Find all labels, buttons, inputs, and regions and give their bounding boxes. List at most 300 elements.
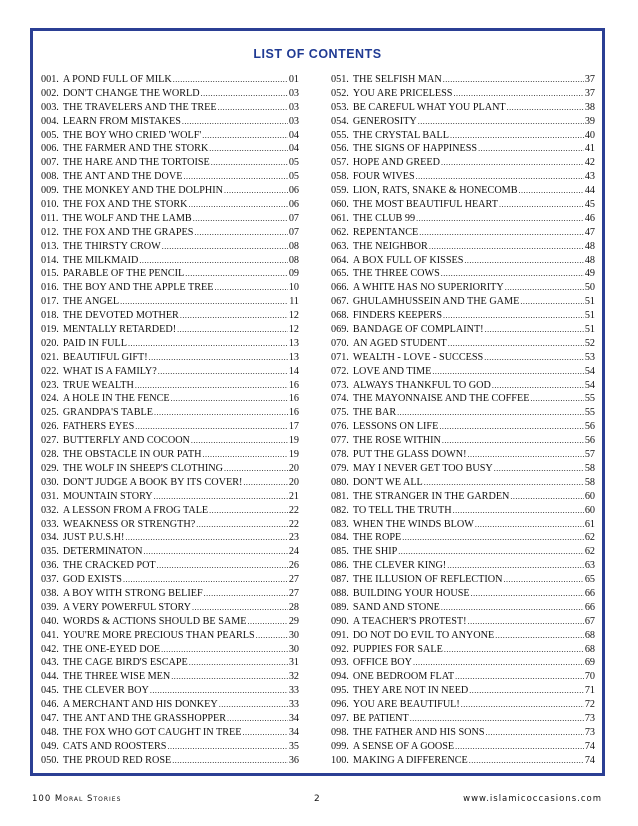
toc-leader-dots xyxy=(182,115,288,129)
toc-entry-page: 06 xyxy=(288,199,299,211)
toc-entry-number: 079. xyxy=(331,462,349,474)
toc-entry-title: THE PROUD RED ROSE xyxy=(62,754,172,766)
toc-entry-title: A LESSON FROM A FROG TALE xyxy=(62,504,209,516)
toc-entry-number: 066. xyxy=(331,282,349,294)
toc-entry-number: 011. xyxy=(41,212,59,224)
toc-leader-dots xyxy=(416,212,584,226)
toc-entry-number: 068. xyxy=(331,310,349,322)
toc-entry-title: AN AGED STUDENT xyxy=(352,337,447,349)
toc-entry-number: 081. xyxy=(331,490,349,502)
toc-entry[interactable] xyxy=(331,740,595,754)
toc-leader-dots xyxy=(398,545,584,559)
toc-entry-page: 63 xyxy=(584,560,595,572)
toc-entry[interactable] xyxy=(41,365,299,379)
toc-entry[interactable] xyxy=(331,323,595,337)
toc-entry[interactable] xyxy=(41,87,299,101)
toc-entry[interactable] xyxy=(41,323,299,337)
toc-entry-number: 080. xyxy=(331,476,349,488)
toc-entry[interactable] xyxy=(331,142,595,156)
toc-entry-title: THE WOLF IN SHEEP'S CLOTHING xyxy=(62,462,223,474)
toc-leader-dots xyxy=(128,337,288,351)
toc-entry-page: 24 xyxy=(288,546,299,558)
toc-entry[interactable] xyxy=(41,101,299,115)
toc-entry[interactable] xyxy=(331,351,595,365)
toc-entry-number: 052. xyxy=(331,87,349,99)
toc-entry-number: 082. xyxy=(331,504,349,516)
toc-entry[interactable] xyxy=(41,462,299,476)
toc-entry[interactable] xyxy=(331,156,595,170)
toc-entry-title: YOU ARE PRICELESS xyxy=(352,87,453,99)
toc-entry-page: 13 xyxy=(288,337,299,349)
toc-entry-title: BUTTERFLY AND COCOON xyxy=(62,435,190,447)
toc-entry[interactable] xyxy=(41,240,299,254)
toc-entry[interactable] xyxy=(331,379,595,393)
toc-entry-page: 70 xyxy=(584,671,595,683)
toc-entry-page: 30 xyxy=(288,643,299,655)
toc-entry-number: 018. xyxy=(41,310,59,322)
toc-entry-page: 03 xyxy=(288,115,299,127)
toc-entry-title: WHAT IS A FAMILY? xyxy=(62,365,157,377)
toc-entry-number: 089. xyxy=(331,601,349,613)
toc-entry-title: THE FARMER AND THE STORK xyxy=(62,143,209,155)
toc-entry[interactable] xyxy=(331,170,595,184)
toc-entry[interactable] xyxy=(41,142,299,156)
toc-entry-title: ALWAYS THANKFUL TO GOD xyxy=(352,379,491,391)
toc-entry[interactable] xyxy=(41,392,299,406)
toc-entry[interactable] xyxy=(41,573,299,587)
toc-entry-title: THE WOLF AND THE LAMB xyxy=(62,212,192,224)
toc-entry-page: 29 xyxy=(288,615,299,627)
toc-entry-page: 51 xyxy=(584,296,595,308)
toc-entry-page: 52 xyxy=(584,337,595,349)
toc-entry-title: THE OBSTACLE IN OUR PATH xyxy=(62,449,202,461)
toc-entry-page: 19 xyxy=(288,449,299,461)
toc-entry-title: FOUR WIVES xyxy=(352,171,415,183)
toc-entry[interactable] xyxy=(41,170,299,184)
toc-leader-dots xyxy=(510,490,583,504)
toc-entry-number: 061. xyxy=(331,212,349,224)
toc-entry-title: LEARN FROM MISTAKES xyxy=(62,115,181,127)
toc-entry-title: THE FOX AND THE GRAPES xyxy=(62,226,194,238)
toc-entry-number: 098. xyxy=(331,726,349,738)
toc-leader-dots xyxy=(519,184,584,198)
toc-entry[interactable] xyxy=(331,240,595,254)
toc-entry-page: 40 xyxy=(584,129,595,141)
toc-entry-page: 56 xyxy=(584,421,595,433)
toc-leader-dots xyxy=(418,115,584,129)
toc-leader-dots xyxy=(162,240,288,254)
toc-entry-title: BE PATIENT xyxy=(352,712,409,724)
toc-entry-number: 078. xyxy=(331,449,349,461)
toc-entry-title: WHEN THE WINDS BLOW xyxy=(352,518,474,530)
toc-entry[interactable] xyxy=(41,212,299,226)
toc-entry-number: 021. xyxy=(41,351,59,363)
toc-entry-title: A WHITE HAS NO SUPERIORITY xyxy=(352,282,504,294)
toc-entry-title: DON'T WE ALL xyxy=(352,476,423,488)
toc-entry-page: 06 xyxy=(288,185,299,197)
toc-entry[interactable] xyxy=(331,212,595,226)
toc-entry[interactable] xyxy=(41,267,299,281)
toc-leader-dots xyxy=(397,406,584,420)
toc-entry[interactable] xyxy=(41,754,299,768)
toc-entry-page: 51 xyxy=(584,324,595,336)
toc-entry[interactable] xyxy=(331,226,595,240)
toc-entry[interactable] xyxy=(41,406,299,420)
toc-entry[interactable] xyxy=(41,643,299,657)
toc-leader-dots xyxy=(242,726,287,740)
toc-entry-title: PUT THE GLASS DOWN! xyxy=(352,449,467,461)
toc-entry[interactable] xyxy=(331,684,595,698)
toc-entry[interactable] xyxy=(331,545,595,559)
toc-entry[interactable] xyxy=(331,73,595,87)
toc-entry[interactable] xyxy=(41,615,299,629)
toc-entry-title: BUILDING YOUR HOUSE xyxy=(352,587,470,599)
toc-leader-dots xyxy=(248,615,288,629)
toc-entry-number: 002. xyxy=(41,87,59,99)
toc-entry-page: 56 xyxy=(584,435,595,447)
toc-entry[interactable] xyxy=(331,87,595,101)
toc-entry-number: 091. xyxy=(331,629,349,641)
toc-entry[interactable] xyxy=(331,490,595,504)
toc-entry-title: A BOX FULL OF KISSES xyxy=(352,254,464,266)
toc-entry[interactable] xyxy=(41,351,299,365)
toc-entry-page: 45 xyxy=(584,199,595,211)
toc-entry-title: THE MILKMAID xyxy=(62,254,139,266)
toc-entry-page: 66 xyxy=(584,601,595,613)
toc-entry-page: 36 xyxy=(288,754,299,766)
toc-entry-page: 22 xyxy=(288,504,299,516)
toc-entry-title: GRANDPA'S TABLE xyxy=(62,407,154,419)
toc-entry-title: THEY ARE NOT IN NEED xyxy=(352,685,469,697)
toc-entry-page: 35 xyxy=(288,740,299,752)
toc-entry-number: 092. xyxy=(331,643,349,655)
toc-entry-page: 22 xyxy=(288,518,299,530)
toc-entry-number: 088. xyxy=(331,587,349,599)
toc-entry[interactable] xyxy=(331,476,595,490)
toc-entry-title: THE HARE AND THE TORTOISE xyxy=(62,157,210,169)
toc-leader-dots xyxy=(461,698,584,712)
toc-entry-number: 055. xyxy=(331,129,349,141)
toc-entry[interactable] xyxy=(41,490,299,504)
toc-entry[interactable] xyxy=(331,101,595,115)
toc-leader-dots xyxy=(494,462,584,476)
toc-entry[interactable] xyxy=(41,740,299,754)
toc-entry[interactable] xyxy=(331,198,595,212)
toc-entry-title: A TEACHER'S PROTEST! xyxy=(352,615,467,627)
toc-entry[interactable] xyxy=(41,698,299,712)
toc-entry-page: 58 xyxy=(584,476,595,488)
toc-entry-title: MAY I NEVER GET TOO BUSY xyxy=(352,462,493,474)
toc-leader-dots xyxy=(123,573,288,587)
toc-entry-page: 11 xyxy=(289,296,299,308)
toc-entry[interactable] xyxy=(331,573,595,587)
toc-entry-number: 065. xyxy=(331,268,349,280)
toc-entry[interactable] xyxy=(41,476,299,490)
toc-entry-title: DETERMINATON xyxy=(62,546,143,558)
toc-leader-dots xyxy=(478,142,584,156)
toc-leader-dots xyxy=(193,212,288,226)
toc-entry-title: TO TELL THE TRUTH xyxy=(352,504,452,516)
toc-entry-title: THE SIGNS OF HAPPINESS xyxy=(352,143,478,155)
toc-entry-number: 044. xyxy=(41,671,59,683)
toc-entry-page: 65 xyxy=(584,574,595,586)
toc-entry[interactable] xyxy=(41,337,299,351)
toc-entry-page: 19 xyxy=(288,435,299,447)
toc-entry[interactable] xyxy=(331,726,595,740)
toc-entry[interactable] xyxy=(41,73,299,87)
toc-entry[interactable] xyxy=(331,420,595,434)
toc-entry-page: 16 xyxy=(288,379,299,391)
toc-entry[interactable] xyxy=(41,656,299,670)
toc-leader-dots xyxy=(135,379,288,393)
toc-entry-page: 21 xyxy=(288,490,299,502)
toc-entry[interactable] xyxy=(331,392,595,406)
toc-entry[interactable] xyxy=(41,545,299,559)
toc-leader-dots xyxy=(214,281,287,295)
toc-entry[interactable] xyxy=(41,726,299,740)
toc-entry-page: 38 xyxy=(584,101,595,113)
toc-entry[interactable] xyxy=(41,712,299,726)
toc-entry[interactable] xyxy=(331,295,595,309)
toc-entry-page: 09 xyxy=(288,268,299,280)
toc-entry-title: THE BOY AND THE APPLE TREE xyxy=(62,282,214,294)
toc-entry-title: CATS AND ROOSTERS xyxy=(62,740,167,752)
toc-entry-number: 010. xyxy=(41,199,59,211)
toc-leader-dots xyxy=(256,629,288,643)
toc-leader-dots xyxy=(224,462,288,476)
toc-entry[interactable] xyxy=(41,156,299,170)
toc-entry-page: 07 xyxy=(288,212,299,224)
toc-entry-page: 27 xyxy=(288,587,299,599)
toc-entry-page: 62 xyxy=(584,546,595,558)
toc-entry-number: 001. xyxy=(41,74,59,85)
toc-entry-number: 038. xyxy=(41,587,59,599)
toc-leader-dots xyxy=(218,101,288,115)
toc-entry[interactable] xyxy=(41,587,299,601)
toc-entry[interactable] xyxy=(41,448,299,462)
toc-leader-dots xyxy=(444,643,584,657)
toc-entry[interactable] xyxy=(41,629,299,643)
toc-entry[interactable] xyxy=(331,406,595,420)
toc-entry-page: 53 xyxy=(584,351,595,363)
toc-entry-number: 100. xyxy=(331,754,349,766)
toc-leader-dots xyxy=(495,629,584,643)
toc-entry-number: 007. xyxy=(41,157,59,169)
toc-entry[interactable] xyxy=(331,656,595,670)
toc-leader-dots xyxy=(486,726,584,740)
toc-leader-dots xyxy=(464,254,583,268)
toc-entry-number: 059. xyxy=(331,185,349,197)
toc-leader-dots xyxy=(492,379,584,393)
toc-entry[interactable] xyxy=(331,629,595,643)
toc-entry[interactable] xyxy=(331,712,595,726)
toc-entry[interactable] xyxy=(41,434,299,448)
toc-entry[interactable] xyxy=(331,518,595,532)
toc-entry-number: 009. xyxy=(41,185,59,197)
toc-leader-dots xyxy=(177,323,288,337)
toc-leader-dots xyxy=(201,87,288,101)
toc-entry-title: THE STRANGER IN THE GARDEN xyxy=(352,490,510,502)
toc-leader-dots xyxy=(443,73,584,87)
toc-entry[interactable] xyxy=(331,504,595,518)
toc-leader-dots xyxy=(211,156,288,170)
toc-entry[interactable] xyxy=(41,379,299,393)
toc-entry[interactable] xyxy=(41,531,299,545)
toc-entry[interactable] xyxy=(331,254,595,268)
toc-entry-title: GHULAMHUSSEIN AND THE GAME xyxy=(352,296,520,308)
toc-entry[interactable] xyxy=(41,601,299,615)
toc-entry-page: 73 xyxy=(584,712,595,724)
toc-entry-title: BANDAGE OF COMPLAINT! xyxy=(352,324,484,336)
toc-entry[interactable] xyxy=(41,295,299,309)
toc-entry-page: 05 xyxy=(288,171,299,183)
toc-entry-title: PAID IN FULL xyxy=(62,337,127,349)
toc-leader-dots xyxy=(471,587,584,601)
toc-entry[interactable] xyxy=(41,281,299,295)
toc-leader-dots xyxy=(455,670,584,684)
toc-entry-title: YOU ARE BEAUTIFUL! xyxy=(352,699,460,711)
toc-entry-number: 036. xyxy=(41,560,59,572)
toc-leader-dots xyxy=(432,365,584,379)
toc-leader-dots xyxy=(530,392,583,406)
contents-column-right xyxy=(331,73,595,768)
toc-leader-dots xyxy=(475,518,584,532)
toc-entry[interactable] xyxy=(331,698,595,712)
toc-entry-number: 093. xyxy=(331,657,349,669)
toc-entry-number: 013. xyxy=(41,240,59,252)
toc-leader-dots xyxy=(180,309,288,323)
toc-entry-page: 08 xyxy=(288,254,299,266)
toc-entry[interactable] xyxy=(41,684,299,698)
toc-entry-title: DO NOT DO EVIL TO ANYONE xyxy=(352,629,495,641)
toc-entry-title: BE CAREFUL WHAT YOU PLANT xyxy=(352,101,506,113)
toc-entry[interactable] xyxy=(41,504,299,518)
toc-entry-title: THE FATHER AND HIS SONS xyxy=(352,726,485,738)
toc-entry[interactable] xyxy=(331,337,595,351)
toc-entry[interactable] xyxy=(331,267,595,281)
toc-leader-dots xyxy=(209,504,288,518)
toc-leader-dots xyxy=(443,309,584,323)
toc-leader-dots xyxy=(448,337,584,351)
toc-leader-dots xyxy=(189,656,288,670)
toc-entry-number: 077. xyxy=(331,435,349,447)
toc-entry-number: 045. xyxy=(41,685,59,697)
toc-entry-page: 33 xyxy=(288,699,299,711)
toc-entry-title: THE CAGE BIRD'S ESCAPE xyxy=(62,657,188,669)
toc-entry-number: 047. xyxy=(41,712,59,724)
toc-entry-title: GOD EXISTS xyxy=(62,574,122,586)
toc-entry-number: 035. xyxy=(41,546,59,558)
toc-entry[interactable] xyxy=(331,434,595,448)
toc-entry-page: 73 xyxy=(584,726,595,738)
toc-entry[interactable] xyxy=(41,420,299,434)
toc-entry-number: 054. xyxy=(331,115,349,127)
toc-entry[interactable] xyxy=(41,226,299,240)
toc-entry-number: 094. xyxy=(331,671,349,683)
toc-leader-dots xyxy=(202,448,287,462)
toc-leader-dots xyxy=(125,531,287,545)
toc-entry[interactable] xyxy=(331,615,595,629)
toc-leader-dots xyxy=(439,420,584,434)
toc-entry-number: 042. xyxy=(41,643,59,655)
toc-entry-number: 003. xyxy=(41,101,59,113)
toc-entry-page: 12 xyxy=(288,324,299,336)
toc-entry-title: MOUNTAIN STORY xyxy=(62,490,153,502)
toc-leader-dots xyxy=(469,684,584,698)
toc-entry-number: 033. xyxy=(41,518,59,530)
toc-entry-number: 099. xyxy=(331,740,349,752)
toc-entry-page: 03 xyxy=(288,101,299,113)
toc-entry-title: MAKING A DIFFERENCE xyxy=(352,754,468,766)
toc-entry[interactable] xyxy=(41,309,299,323)
toc-leader-dots xyxy=(171,392,288,406)
toc-entry[interactable] xyxy=(41,518,299,532)
toc-entry[interactable] xyxy=(331,309,595,323)
toc-entry[interactable] xyxy=(41,184,299,198)
toc-entry-title: THE ANT AND THE GRASSHOPPER xyxy=(62,712,227,724)
toc-entry-title: A BOY WITH STRONG BELIEF xyxy=(62,587,203,599)
toc-entry[interactable] xyxy=(41,115,299,129)
toc-entry[interactable] xyxy=(331,670,595,684)
toc-entry[interactable] xyxy=(331,531,595,545)
toc-entry-title: THE MONKEY AND THE DOLPHIN xyxy=(62,185,223,197)
toc-entry[interactable] xyxy=(331,448,595,462)
toc-entry[interactable] xyxy=(41,198,299,212)
toc-entry-number: 096. xyxy=(331,699,349,711)
toc-entry[interactable] xyxy=(331,587,595,601)
toc-entry-title: MENTALLY RETARDED! xyxy=(62,324,177,336)
toc-entry-number: 097. xyxy=(331,712,349,724)
toc-entry[interactable] xyxy=(41,129,299,143)
toc-entry-page: 03 xyxy=(288,87,299,99)
toc-entry-title: THE CLEVER KING! xyxy=(352,560,447,572)
toc-entry-page: 41 xyxy=(584,143,595,155)
toc-entry-page: 68 xyxy=(584,629,595,641)
toc-entry[interactable] xyxy=(331,754,595,768)
toc-entry[interactable] xyxy=(331,643,595,657)
toc-leader-dots xyxy=(191,434,288,448)
toc-entry-page: 42 xyxy=(584,157,595,169)
toc-entry-number: 030. xyxy=(41,476,59,488)
toc-entry-number: 085. xyxy=(331,546,349,558)
toc-entry[interactable] xyxy=(331,129,595,143)
toc-entry-number: 069. xyxy=(331,324,349,336)
toc-entry[interactable] xyxy=(331,281,595,295)
toc-entry-number: 031. xyxy=(41,490,59,502)
toc-entry[interactable] xyxy=(331,115,595,129)
toc-entry[interactable] xyxy=(331,365,595,379)
toc-leader-dots xyxy=(135,420,288,434)
toc-entry-number: 014. xyxy=(41,254,59,266)
toc-entry-number: 016. xyxy=(41,282,59,294)
toc-leader-dots xyxy=(171,670,288,684)
toc-entry[interactable] xyxy=(331,601,595,615)
toc-entry-page: 30 xyxy=(288,629,299,641)
toc-entry-page: 16 xyxy=(288,407,299,419)
toc-entry[interactable] xyxy=(331,462,595,476)
toc-entry-title: DON'T JUDGE A BOOK BY ITS COVER! xyxy=(62,476,243,488)
toc-leader-dots xyxy=(429,240,584,254)
toc-entry[interactable] xyxy=(331,184,595,198)
toc-entry-number: 084. xyxy=(331,532,349,544)
toc-entry[interactable] xyxy=(41,254,299,268)
toc-entry[interactable] xyxy=(41,670,299,684)
toc-entry[interactable] xyxy=(41,559,299,573)
toc-entry-number: 037. xyxy=(41,574,59,586)
toc-entry-title: THE ILLUSION OF REFLECTION xyxy=(352,574,503,586)
toc-entry-number: 064. xyxy=(331,254,349,266)
toc-entry[interactable] xyxy=(331,559,595,573)
